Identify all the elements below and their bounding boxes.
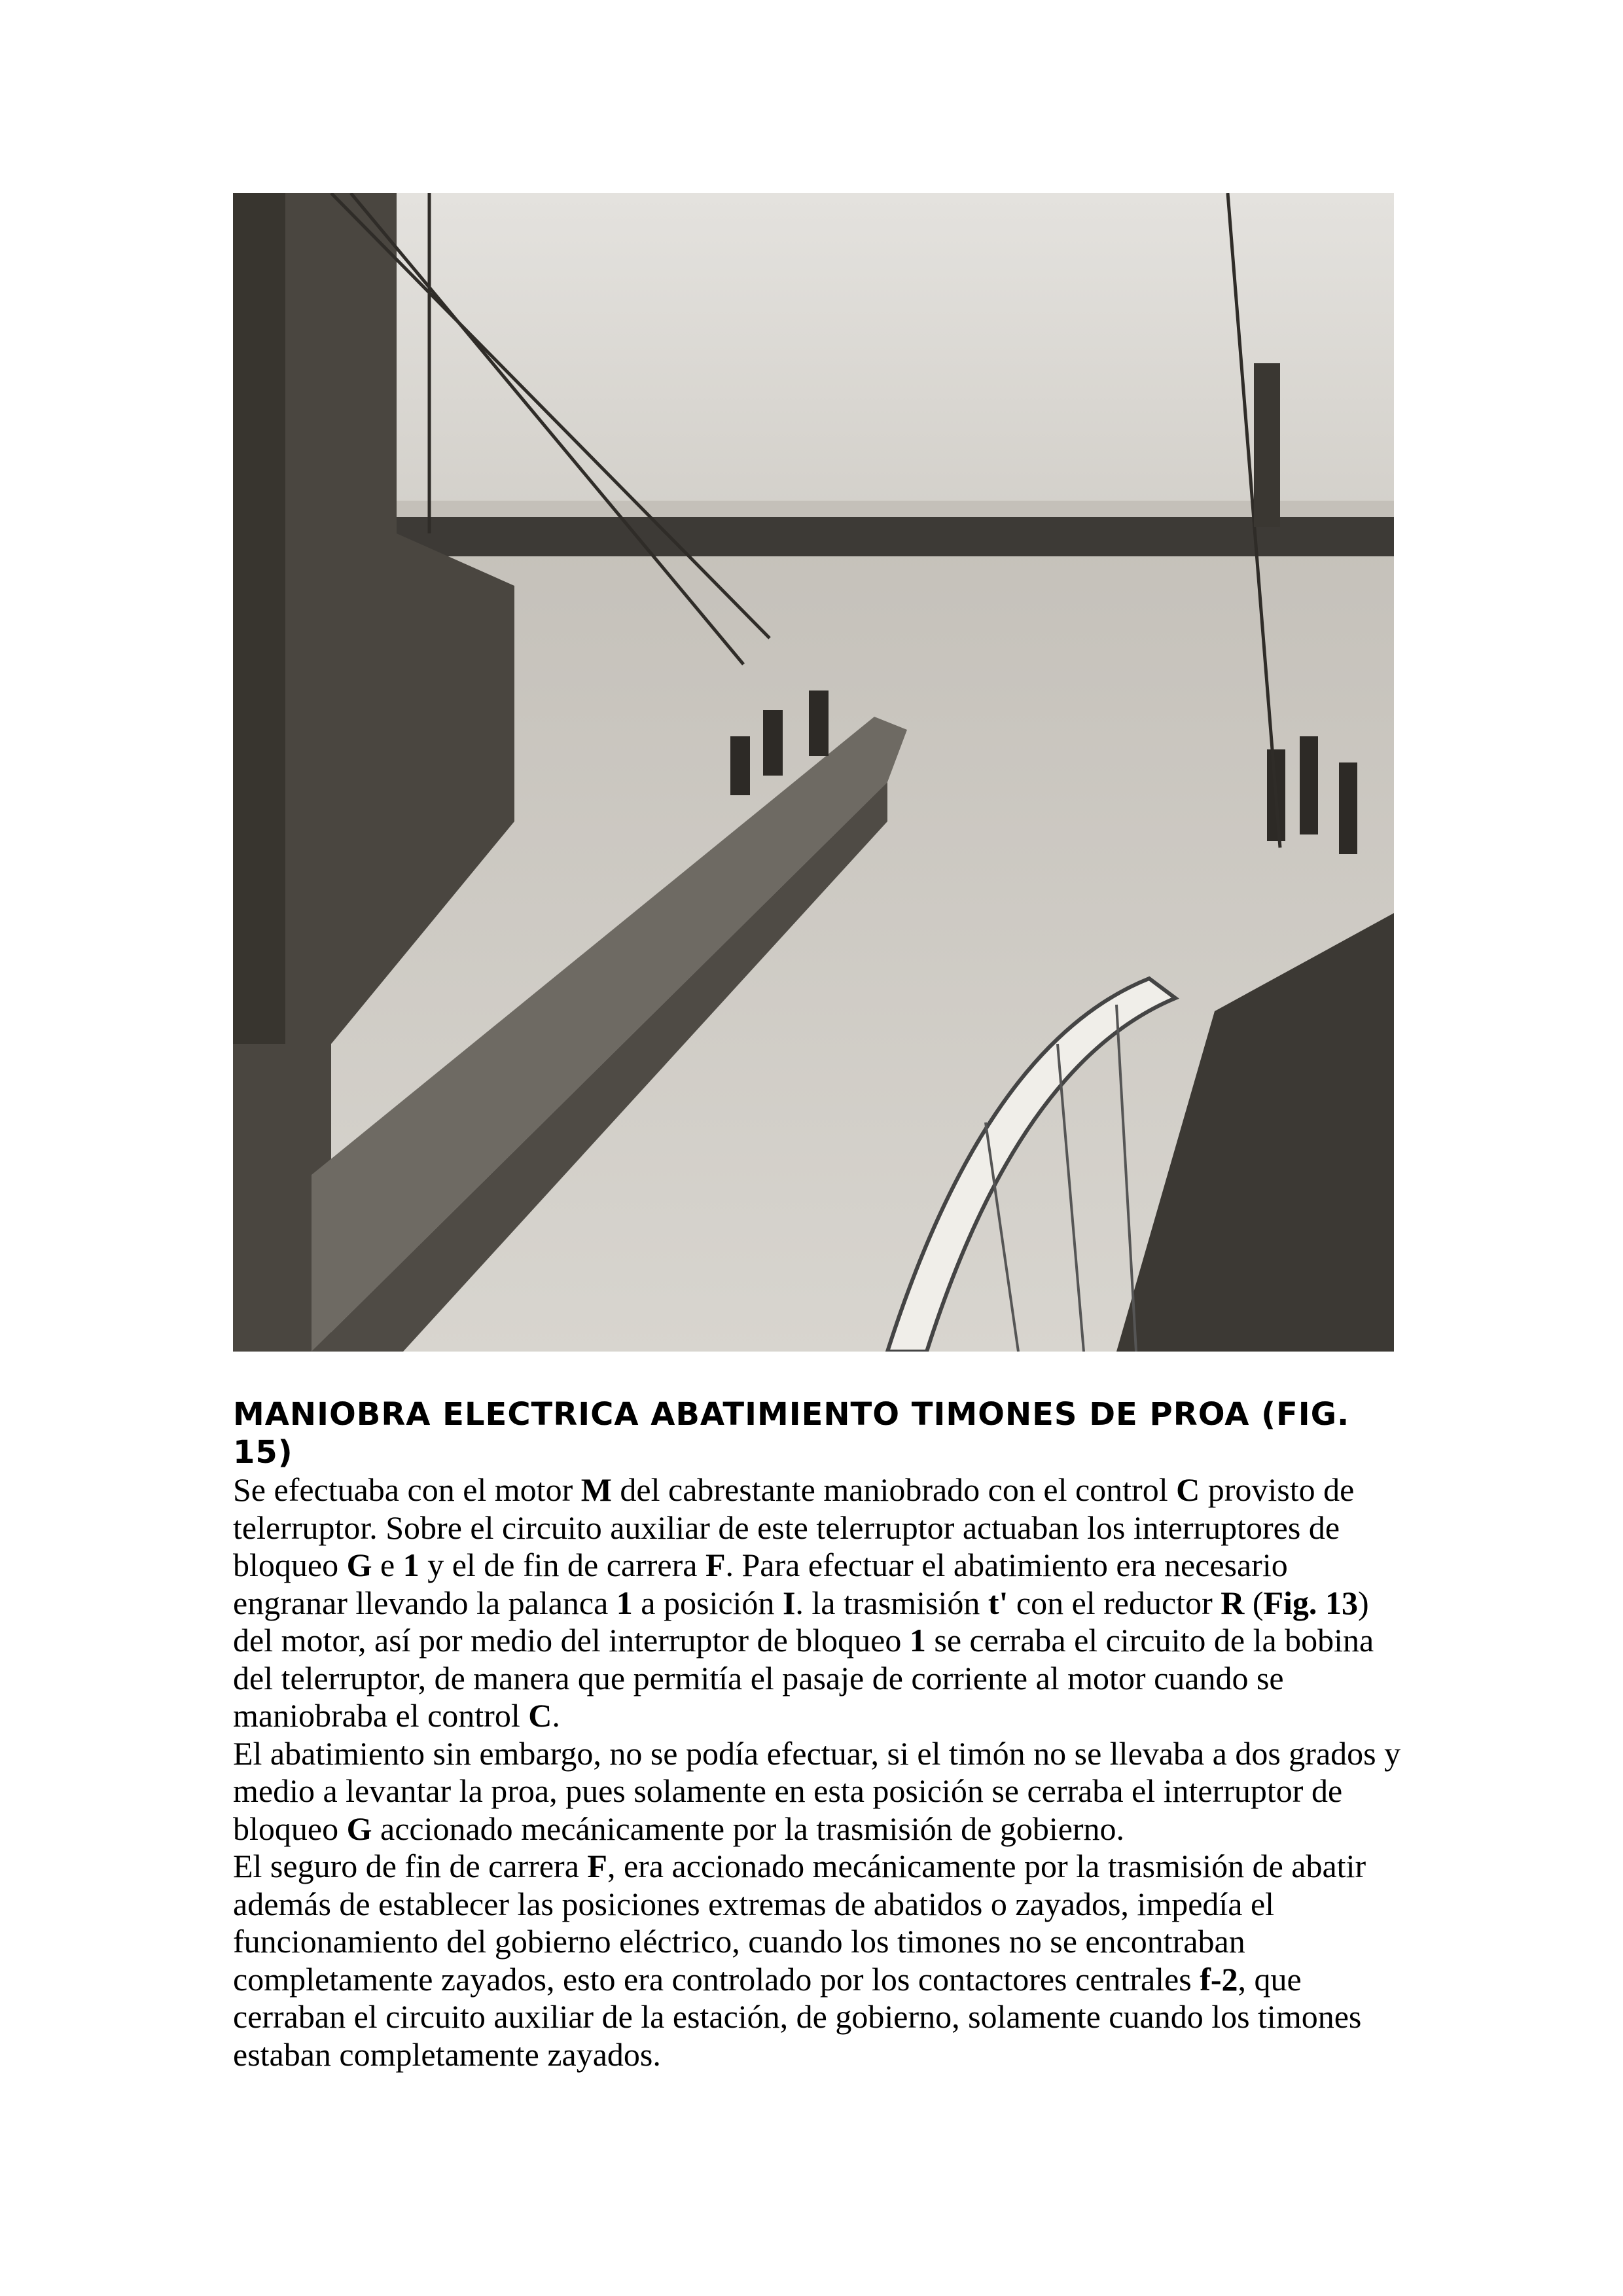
text-run: accionado mecánicamente por la trasmisión de gobierno.: [372, 1810, 1125, 1847]
text-run: [1317, 1585, 1325, 1621]
bold-text-run: R: [1221, 1584, 1245, 1621]
pier: [397, 517, 1394, 556]
text-run: El seguro de fin de carrera: [233, 1848, 588, 1884]
paragraph: [233, 1848, 1404, 2073]
paragraph: [233, 1735, 1404, 1848]
text-run: (: [1244, 1584, 1264, 1621]
bold-text-run: I: [782, 1584, 796, 1621]
photo-illustration: [233, 193, 1394, 1352]
text-run: se cerraba el circuito de la bobina del telerruptor, de manera que permitía el pasaje de corriente al motor cuando se maniobraba el control: [233, 1622, 1374, 1734]
text-run: y el de fin de carrera: [419, 1547, 705, 1583]
bold-text-run: f-2: [1200, 1960, 1238, 1998]
bold-text-run: 1: [909, 1622, 926, 1659]
paragraph: [233, 1471, 1404, 1735]
submarine-photo: [233, 193, 1394, 1352]
bold-text-run: M: [580, 1471, 612, 1508]
bold-text-run: C: [528, 1697, 552, 1734]
bold-text-run: F: [587, 1848, 607, 1884]
section-heading: MANIOBRA ELECTRICA ABATIMIENTO TIMONES DE PROA (FIG. 15): [233, 1396, 1350, 1471]
sky: [233, 193, 1394, 520]
text-run: del cabrestante maniobrado con el control: [611, 1471, 1177, 1508]
bold-text-run: 1: [616, 1584, 633, 1621]
bold-text-run: G: [346, 1810, 372, 1847]
crane: [1254, 363, 1280, 527]
bold-text-run: 1: [402, 1547, 419, 1583]
bold-text-run: Fig.: [1263, 1584, 1317, 1621]
text-run: , era accionado mecánicamente por la trasmisión de abatir además de establecer las posiciones extremas de abatidos o zayados, impedía el funcionamiento del gobierno eléctrico, cuando los timones no se encontraban completamente zayados, esto era controlado por los contactores centrales: [233, 1848, 1366, 1998]
text-block: [233, 1395, 1404, 2073]
text-run: El abatimiento sin embargo, no se podía efectuar, si el timón no se llevaba a dos grados y medio a levantar la proa, pues solamente en esta posición se cerraba el interruptor de bloqueo: [233, 1734, 1401, 1847]
bold-text-run: 13: [1325, 1584, 1358, 1621]
text-run: . Para efectuar el abatimiento era necesario engranar llevando la palanca: [233, 1547, 1288, 1621]
text-run: e: [372, 1547, 403, 1583]
text-run: con el reductor: [1008, 1584, 1221, 1621]
bold-text-run: t': [988, 1584, 1008, 1621]
text-run: provisto de telerruptor. Sobre el circuito auxiliar de este telerruptor actuaban los interruptores de bloqueo: [233, 1471, 1355, 1583]
text-run: .: [552, 1697, 560, 1734]
text-run: , que cerraban el circuito auxiliar de la estación, de gobierno, solamente cuando los timones estaban completamente zayados.: [233, 1960, 1362, 2073]
text-run: Se efectuaba con el motor: [233, 1471, 581, 1508]
text-run: ) del motor, así por medio del interruptor de bloqueo: [233, 1584, 1369, 1659]
text-run: . la trasmisión: [795, 1584, 988, 1621]
bold-text-run: F: [705, 1547, 726, 1583]
bold-text-run: C: [1176, 1471, 1200, 1508]
ship-side: [233, 193, 285, 1044]
text-run: a posición: [632, 1584, 783, 1621]
bold-text-run: G: [346, 1547, 372, 1583]
